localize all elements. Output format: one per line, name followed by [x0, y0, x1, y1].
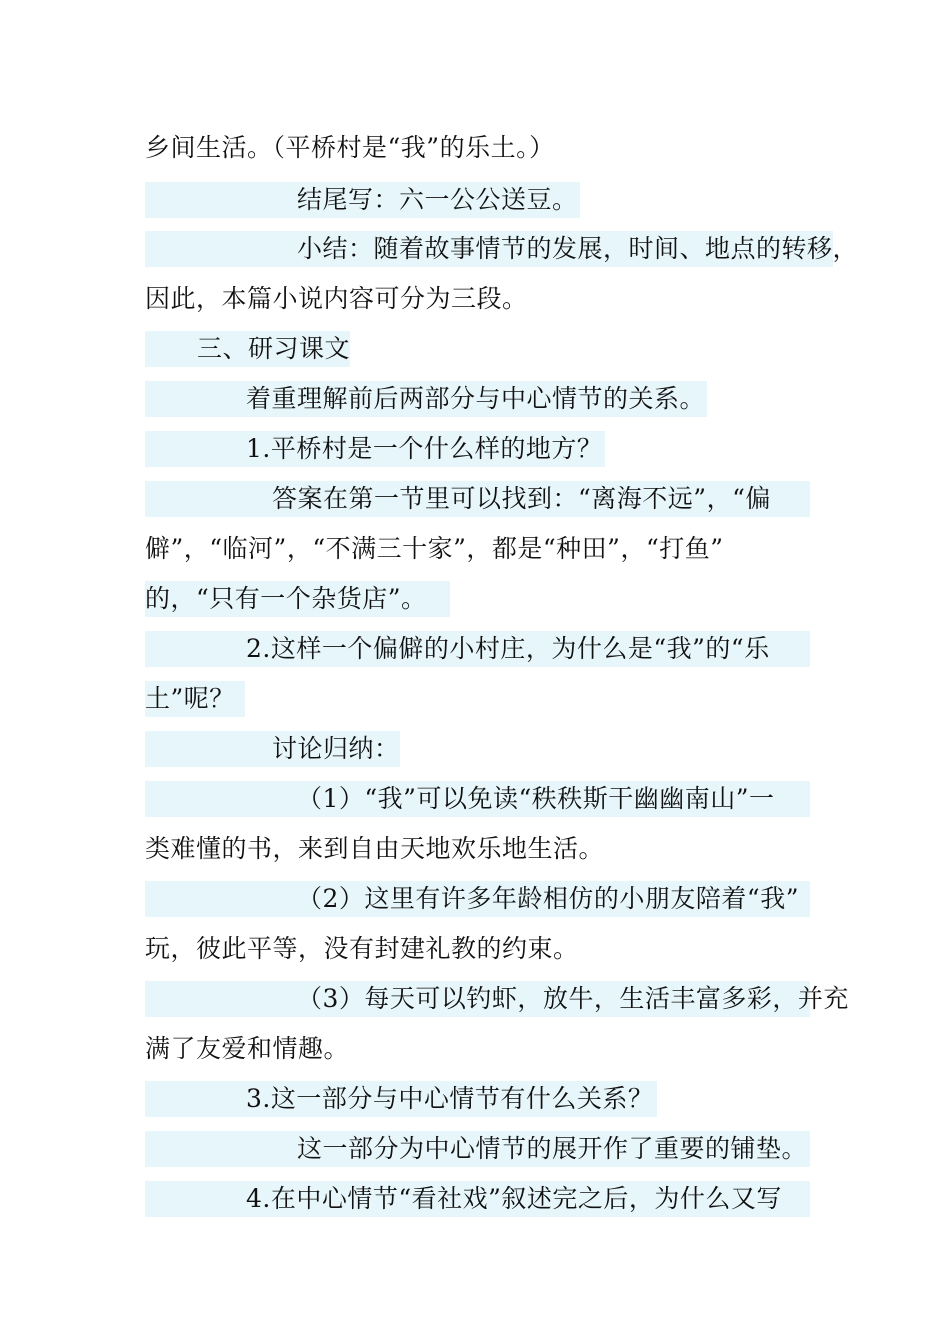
text-line	[145, 881, 810, 917]
text-line	[145, 931, 579, 967]
text-line	[145, 681, 245, 717]
text-line	[145, 130, 555, 166]
text-line	[145, 581, 450, 617]
text-line	[145, 1031, 349, 1067]
text-line	[145, 1181, 810, 1217]
line-text: 结尾写：六一公公送豆。	[297, 185, 578, 214]
line-text: 僻”，“临河”，“不满三十家”，都是“种田”，“打鱼”	[145, 534, 724, 563]
text-line	[145, 981, 849, 1017]
text-line	[145, 381, 707, 417]
text-line	[145, 781, 810, 817]
text-line	[145, 231, 859, 267]
line-text: 小结：随着故事情节的发展，时间、地点的转移，	[297, 234, 859, 263]
line-text: 类难懂的书，来到自由天地欢乐地生活。	[145, 834, 605, 863]
line-text: 三、研习课文	[197, 334, 351, 363]
text-line	[145, 831, 604, 867]
text-line	[145, 631, 810, 667]
line-text: 讨论归纳：	[272, 734, 400, 763]
text-line	[145, 731, 400, 767]
line-text: 2.这样一个偏僻的小村庄，为什么是“我”的“乐	[246, 634, 770, 663]
line-text: （3）每天可以钓虾，放牛，生活丰富多彩，并充	[297, 984, 849, 1013]
line-text: 土”呢？	[145, 684, 235, 713]
text-line	[145, 431, 605, 467]
line-text: 1.平桥村是一个什么样的地方？	[246, 434, 603, 463]
text-line	[145, 1131, 810, 1167]
text-line	[145, 281, 528, 317]
line-text: 的，“只有一个杂货店”。	[145, 584, 427, 613]
line-text: 乡间生活。（平桥村是“我”的乐土。）	[145, 133, 555, 162]
text-line	[145, 1081, 657, 1117]
text-line	[145, 481, 810, 517]
line-text: 玩，彼此平等，没有封建礼教的约束。	[145, 934, 579, 963]
text-line	[145, 531, 724, 567]
line-text: 着重理解前后两部分与中心情节的关系。	[246, 384, 706, 413]
line-text: （1）“我”可以免读“秩秩斯干幽幽南山”一	[297, 784, 775, 813]
line-text: 3.这一部分与中心情节有什么关系？	[246, 1084, 654, 1113]
text-line	[145, 331, 350, 367]
line-text: 4.在中心情节“看社戏”叙述完之后，为什么又写	[246, 1184, 782, 1213]
line-text: 这一部分为中心情节的展开作了重要的铺垫。	[297, 1134, 808, 1163]
line-text: 答案在第一节里可以找到：“离海不远”，“偏	[272, 484, 771, 513]
line-text: 因此，本篇小说内容可分为三段。	[145, 284, 528, 313]
line-text: （2）这里有许多年龄相仿的小朋友陪着“我”	[297, 884, 799, 913]
text-line	[145, 182, 580, 218]
line-text: 满了友爱和情趣。	[145, 1034, 350, 1063]
